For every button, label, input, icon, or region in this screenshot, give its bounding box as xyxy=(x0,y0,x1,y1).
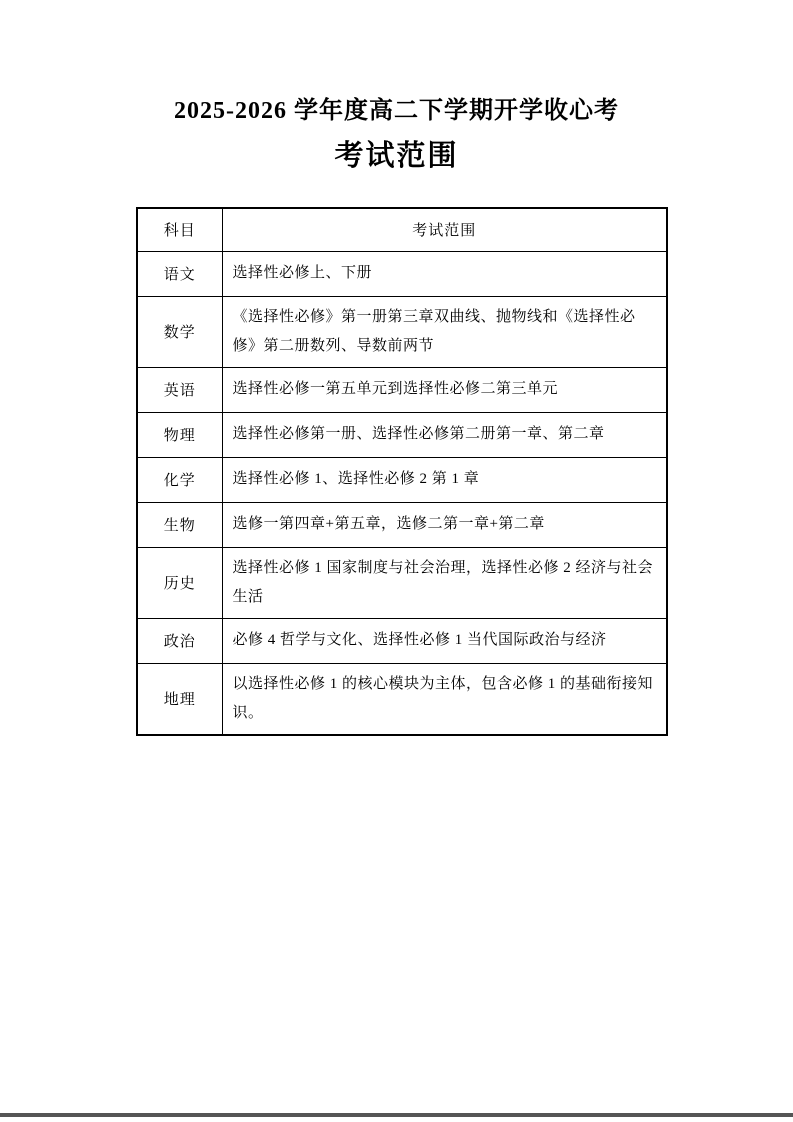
scope-cell: 以选择性必修 1 的核心模块为主体，包含必修 1 的基础衔接知识。 xyxy=(222,663,667,735)
scope-column-header: 考试范围 xyxy=(222,208,667,251)
table-row xyxy=(137,547,667,618)
subject-cell: 政治 xyxy=(137,618,222,663)
subject-cell: 地理 xyxy=(137,663,222,735)
subject-cell: 物理 xyxy=(137,412,222,457)
scope-cell: 选择性必修第一册、选择性必修第二册第一章、第二章 xyxy=(222,412,667,457)
subject-cell: 历史 xyxy=(137,547,222,618)
subject-cell: 生物 xyxy=(137,502,222,547)
subject-cell: 数学 xyxy=(137,296,222,367)
subject-cell: 化学 xyxy=(137,457,222,502)
scope-cell: 选择性必修 1 国家制度与社会治理，选择性必修 2 经济与社会生活 xyxy=(222,547,667,618)
table-header-row xyxy=(137,208,667,251)
exam-scope-table xyxy=(136,207,668,736)
scope-cell: 选修一第四章+第五章，选修二第一章+第二章 xyxy=(222,502,667,547)
table-row xyxy=(137,663,667,735)
table-body xyxy=(137,251,667,735)
scope-cell: 选择性必修一第五单元到选择性必修二第三单元 xyxy=(222,367,667,412)
document-subtitle: 考试范围 xyxy=(334,140,459,172)
table-row xyxy=(137,502,667,547)
subject-column-header: 科目 xyxy=(137,208,222,251)
table-row xyxy=(137,618,667,663)
scope-cell: 《选择性必修》第一册第三章双曲线、抛物线和《选择性必修》第二册数列、导数前两节 xyxy=(222,296,667,367)
table-row xyxy=(137,296,667,367)
table-row xyxy=(137,367,667,412)
scope-cell: 选择性必修 1、选择性必修 2 第 1 章 xyxy=(222,457,667,502)
page-bottom-edge xyxy=(0,1113,793,1117)
table-row xyxy=(137,457,667,502)
document-title: 2025-2026 学年度高二下学期开学收心考 xyxy=(174,98,619,124)
subject-cell: 英语 xyxy=(137,367,222,412)
scope-cell: 选择性必修上、下册 xyxy=(222,251,667,296)
scope-cell: 必修 4 哲学与文化、选择性必修 1 当代国际政治与经济 xyxy=(222,618,667,663)
table-row xyxy=(137,412,667,457)
subject-cell: 语文 xyxy=(137,251,222,296)
table-row xyxy=(137,251,667,296)
